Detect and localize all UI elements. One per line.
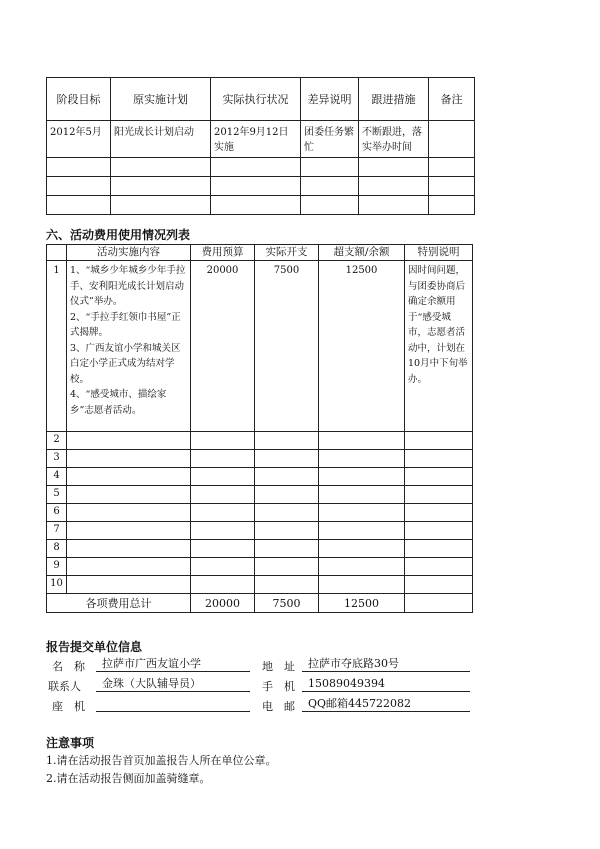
header-cell: 特别说明 bbox=[405, 245, 473, 261]
row-number: 5 bbox=[47, 486, 67, 504]
table-cell bbox=[67, 432, 191, 450]
table-cell bbox=[67, 504, 191, 522]
table-cell bbox=[67, 558, 191, 576]
budget-cell: 20000 bbox=[191, 261, 255, 432]
table-cell bbox=[255, 522, 319, 540]
table-cell bbox=[301, 158, 359, 177]
table-row bbox=[47, 196, 475, 215]
expense-table bbox=[46, 244, 473, 613]
table-row bbox=[47, 261, 473, 432]
table-cell bbox=[319, 432, 405, 450]
table-cell bbox=[319, 468, 405, 486]
table-cell bbox=[405, 468, 473, 486]
activity-item: 1、“城乡少年城乡少年手拉手、安利阳光成长计划启动仪式”举办。 bbox=[70, 265, 186, 307]
table-cell: 2012年5月 bbox=[47, 121, 111, 158]
table-cell bbox=[47, 177, 111, 196]
table-cell bbox=[67, 540, 191, 558]
table-row bbox=[47, 432, 473, 450]
row-number: 1 bbox=[47, 261, 67, 432]
table-row bbox=[47, 177, 475, 196]
table-row bbox=[47, 468, 473, 486]
activity-content-cell bbox=[67, 261, 191, 432]
mobile-value: 15089049394 bbox=[302, 677, 470, 692]
table-row bbox=[47, 450, 473, 468]
plan-execution-table bbox=[46, 77, 475, 215]
table-cell bbox=[405, 450, 473, 468]
table-row bbox=[47, 504, 473, 522]
row-number: 7 bbox=[47, 522, 67, 540]
balance-cell: 12500 bbox=[319, 261, 405, 432]
header-cell: 阶段目标 bbox=[47, 78, 111, 121]
table-cell bbox=[319, 486, 405, 504]
table-row bbox=[47, 540, 473, 558]
table-cell bbox=[191, 450, 255, 468]
table-cell bbox=[429, 121, 475, 158]
table-cell bbox=[191, 540, 255, 558]
special-note-cell: 因时间问题，与团委协商后确定余额用于“感受城市，志愿者活动中，计划在10月中下旬举办。 bbox=[405, 261, 473, 432]
table-cell bbox=[255, 504, 319, 522]
table-cell bbox=[47, 196, 111, 215]
table-cell: 团委任务繁忙 bbox=[301, 121, 359, 158]
header-cell: 实际开支 bbox=[255, 245, 319, 261]
email-label: 电 邮 bbox=[262, 700, 295, 713]
table-cell bbox=[255, 540, 319, 558]
table-cell bbox=[319, 558, 405, 576]
email-value: QQ邮箱445722082 bbox=[302, 697, 470, 712]
table-cell bbox=[301, 196, 359, 215]
table-header-row bbox=[47, 245, 473, 261]
table-cell bbox=[429, 177, 475, 196]
activity-item: 2、“手拉手红领巾书屋”正式揭牌。 bbox=[70, 311, 181, 338]
header-cell: 跟进措施 bbox=[359, 78, 429, 121]
address-value: 拉萨市夺底路30号 bbox=[302, 657, 470, 672]
table-cell bbox=[255, 450, 319, 468]
section6-title: 六、活动费用使用情况列表 bbox=[46, 228, 191, 242]
row-number: 2 bbox=[47, 432, 67, 450]
table-cell bbox=[67, 450, 191, 468]
table-cell bbox=[111, 177, 211, 196]
table-cell bbox=[211, 196, 301, 215]
table-cell bbox=[255, 432, 319, 450]
table-cell bbox=[211, 158, 301, 177]
contact-label: 联系人 bbox=[48, 680, 81, 693]
address-label: 地 址 bbox=[262, 660, 295, 673]
table-cell bbox=[255, 576, 319, 594]
table-cell bbox=[301, 177, 359, 196]
table-cell bbox=[67, 486, 191, 504]
table-cell bbox=[191, 504, 255, 522]
table-cell bbox=[47, 158, 111, 177]
header-cell: 原实施计划 bbox=[111, 78, 211, 121]
header-cell: 活动实施内容 bbox=[67, 245, 191, 261]
table-row bbox=[47, 158, 475, 177]
table-cell bbox=[319, 450, 405, 468]
table-cell bbox=[405, 504, 473, 522]
activity-item: 4、“感受城市、描绘家乡”志愿者活动。 bbox=[70, 389, 167, 416]
table-cell: 2012年9月12日实施 bbox=[211, 121, 301, 158]
contact-value: 金珠（大队辅导员） bbox=[96, 677, 250, 692]
table-cell bbox=[405, 486, 473, 504]
table-row bbox=[47, 522, 473, 540]
header-cell: 超支额/余额 bbox=[319, 245, 405, 261]
row-number: 6 bbox=[47, 504, 67, 522]
table-cell bbox=[191, 558, 255, 576]
table-cell bbox=[359, 158, 429, 177]
table-cell bbox=[255, 468, 319, 486]
note-item: 1.请在活动报告首页加盖报告人所在单位公章。 bbox=[46, 754, 277, 767]
table-cell bbox=[67, 522, 191, 540]
table-cell bbox=[255, 558, 319, 576]
table-cell bbox=[319, 576, 405, 594]
header-cell: 实际执行状况 bbox=[211, 78, 301, 121]
header-cell: 差异说明 bbox=[301, 78, 359, 121]
table-cell bbox=[405, 576, 473, 594]
total-row bbox=[47, 594, 473, 613]
unit-info-title: 报告提交单位信息 bbox=[46, 640, 143, 654]
header-cell: 费用预算 bbox=[191, 245, 255, 261]
name-value: 拉萨市广西友谊小学 bbox=[96, 657, 250, 672]
phone-value bbox=[96, 697, 250, 712]
row-number: 10 bbox=[47, 576, 67, 594]
table-cell bbox=[405, 432, 473, 450]
table-cell bbox=[405, 594, 473, 613]
table-row bbox=[47, 558, 473, 576]
table-cell bbox=[111, 158, 211, 177]
table-row bbox=[47, 576, 473, 594]
total-balance: 12500 bbox=[319, 594, 405, 613]
table-cell bbox=[405, 522, 473, 540]
table-cell bbox=[429, 158, 475, 177]
table-cell bbox=[191, 576, 255, 594]
header-cell bbox=[47, 245, 67, 261]
table-cell bbox=[191, 468, 255, 486]
activity-item: 3、广西友谊小学和城关区白定小学正式成为结对学校。 bbox=[70, 342, 181, 385]
row-number: 9 bbox=[47, 558, 67, 576]
row-number: 3 bbox=[47, 450, 67, 468]
total-budget: 20000 bbox=[191, 594, 255, 613]
table-cell bbox=[67, 576, 191, 594]
table-cell bbox=[191, 432, 255, 450]
notes-title: 注意事项 bbox=[46, 736, 95, 750]
total-actual: 7500 bbox=[255, 594, 319, 613]
table-cell bbox=[319, 540, 405, 558]
table-cell bbox=[429, 196, 475, 215]
table-cell bbox=[191, 522, 255, 540]
table-cell bbox=[319, 504, 405, 522]
phone-label: 座 机 bbox=[52, 700, 85, 713]
total-label: 各项费用总计 bbox=[47, 594, 191, 613]
table-row bbox=[47, 121, 475, 158]
table-cell bbox=[111, 196, 211, 215]
table-cell: 不断跟进，落实举办时间 bbox=[359, 121, 429, 158]
row-number: 4 bbox=[47, 468, 67, 486]
name-label: 名 称 bbox=[52, 660, 85, 673]
header-cell: 备注 bbox=[429, 78, 475, 121]
table-cell bbox=[211, 177, 301, 196]
table-cell bbox=[319, 522, 405, 540]
table-cell bbox=[405, 540, 473, 558]
table-cell bbox=[405, 558, 473, 576]
table-cell bbox=[191, 486, 255, 504]
table-cell bbox=[255, 486, 319, 504]
table-cell bbox=[67, 468, 191, 486]
actual-cell: 7500 bbox=[255, 261, 319, 432]
note-item: 2.请在活动报告侧面加盖骑缝章。 bbox=[46, 772, 211, 785]
table-header-row bbox=[47, 78, 475, 121]
table-cell bbox=[359, 196, 429, 215]
table-row bbox=[47, 486, 473, 504]
table-cell bbox=[359, 177, 429, 196]
mobile-label: 手 机 bbox=[262, 680, 295, 693]
row-number: 8 bbox=[47, 540, 67, 558]
table-cell: 阳光成长计划启动 bbox=[111, 121, 211, 158]
